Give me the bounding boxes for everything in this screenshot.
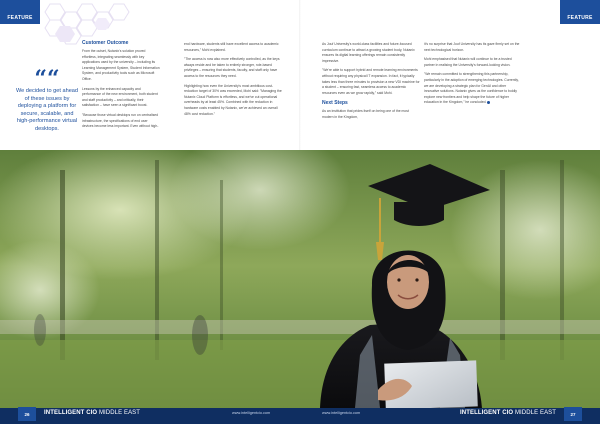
- end-mark-icon: [487, 101, 490, 104]
- quote-mark-icon: ““: [34, 66, 60, 92]
- paragraph: Lessons by the enhanced capacity and performance of the new environment, both student and staff productivity – and critically, their satisfaction – have seen a significant boost.: [82, 86, 158, 108]
- paragraph: [424, 72, 520, 106]
- page-number-left: 26: [18, 407, 36, 421]
- brand-name: INTELLIGENT CIO: [44, 410, 98, 416]
- paragraph: As Jouf University's world-class facilities and future-focused curriculum continue to attract a growing student body, Nutanix ensures its digital learning offerings remain consistently impressive.: [322, 42, 415, 63]
- footer-brand-right: [460, 410, 556, 416]
- feature-tab-left: FEATURE: [0, 0, 40, 24]
- section-heading-next-steps: Next Steps: [322, 100, 348, 107]
- footer-url-left: www.intelligentcio.com: [232, 411, 271, 415]
- paragraph: From the outset, Nutanix's solution proved effortless, integrating seamlessly with key applications used by the university – including its Learning Management System, Student Information System, and productivity tools such as Microsoft Office.: [82, 49, 160, 81]
- article-column-3: [322, 42, 420, 125]
- section-heading-customer-outcome: Customer Outcome: [82, 40, 129, 46]
- paragraph: it's no surprise that Jouf University has its gaze firmly set on the next technological horizon.: [424, 42, 520, 52]
- pull-quote-text: We decided to get ahead of these issues by deploying a platform for secure, scalable, and high-performance virtual desktops.: [15, 88, 79, 132]
- paragraph: "The access is now also more effectively controlled, as the keys always reside and be taken to entirely stronger, role-based privileges – ensuring that students, faculty, and staff only have access to the resources they need.: [184, 57, 280, 78]
- article-column-4: [424, 42, 520, 110]
- paragraph: Mohi emphasised that Nutanix will continue to be a trusted partner in realising the University's forward-looking vision.: [424, 57, 512, 67]
- paragraph: "We're able to support hybrid and remote learning environments without requiring any physical IT expansion. In fact, it typically takes less than three minutes to provision a new VDI machine for a student – ensuring fast, seamless access to academic resources even as we grow rapidly," said Mohi.: [322, 68, 420, 95]
- paragraph-text: "We remain committed to strengthening this partnership, particularly in the adoption of emerging technologies. Currently, we are developing a strategic plan for GenAI and other innovative solutions. Nutanix gives us the confidence to boldly explore new frontiers and help shape the future of higher education in the Kingdom," he concluded.: [424, 72, 519, 105]
- paragraph: end hardware, students still have excellent access to academic resources," Mohi explained.: [184, 42, 279, 52]
- paragraph: Highlighting how even the University's most ambitious cost-reduction target of 30% was exceeded, Mohi said: "Managing the Nutanix Cloud Platform is effortless, and we've cut operational overheads by at least 45%. Combined with the reduction in hardware costs enabled by Nutanix, we've achieved an overall 48% cost reduction.": [184, 83, 282, 116]
- graduate-photo: [0, 150, 600, 408]
- footer-brand-left: [44, 410, 140, 416]
- pull-quote: [14, 66, 80, 134]
- article-column-1: [82, 40, 160, 134]
- paragraph: "Because those virtual desktops run on centralised infrastructure, the specifications of end user devices become less important. Even without high-: [82, 112, 159, 129]
- brand-name: INTELLIGENT CIO: [460, 410, 514, 416]
- brand-region: MIDDLE EAST: [97, 410, 141, 416]
- footer-url-right: www.intelligentcio.com: [322, 411, 361, 415]
- article-column-2: [184, 42, 282, 121]
- page-number-right: 27: [564, 407, 582, 421]
- page-gutter-shadow: [299, 0, 301, 150]
- brand-region: MIDDLE EAST: [513, 410, 557, 416]
- paragraph: As an institution that prides itself on being one of the most modern in the Kingdom,: [322, 109, 409, 119]
- feature-tab-right: FEATURE: [560, 0, 600, 24]
